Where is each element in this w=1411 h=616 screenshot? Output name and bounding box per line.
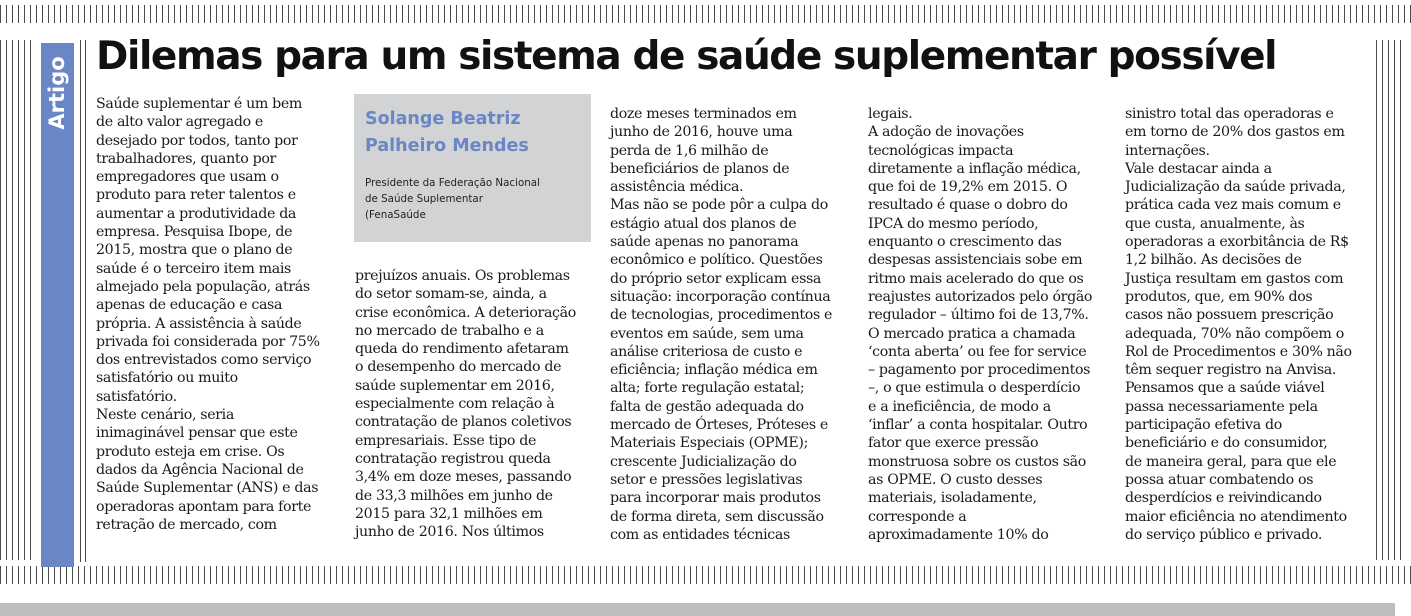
article-text-line: aumentar a produtividade da (96, 205, 297, 222)
article-text-line: Justiça resultam em gastos com (1125, 270, 1344, 287)
article-text-line: dos entrevistados como serviço (96, 352, 312, 369)
article-text-line: maior eficiência no atendimento (1125, 508, 1347, 525)
article-text-line: satisfatório. (96, 388, 177, 405)
article-text-line: produto esteja em crise. Os (96, 443, 285, 460)
bottom-decorative-stripes (0, 566, 1411, 584)
article-text-line: estágio atual dos planos de (610, 215, 797, 232)
article-text-line: 2015 para 32,1 milhões em (355, 505, 543, 522)
article-text-line: – pagamento por procedimentos (868, 362, 1091, 379)
article-text-line: contratação registrou queda (355, 450, 551, 467)
author-role (365, 175, 540, 223)
author-role-line: de Saúde Suplementar (365, 193, 483, 205)
article-text-line: operadoras apontam para forte (96, 498, 312, 515)
article-text-line: do próprio setor explicam essa (610, 270, 822, 287)
article-text-line: prática cada vez mais comum e (1125, 197, 1341, 214)
article-text-line: setor e pressões legislativas (610, 471, 803, 488)
article-text-line: empregadores que usam o (96, 169, 279, 186)
article-text-line: em torno de 20% dos gastos em (1125, 124, 1345, 141)
right-decorative-stripes (1376, 40, 1406, 560)
article-text-line: participação efetiva do (1125, 417, 1282, 434)
article-text-line: de maneira geral, para que ele (1125, 453, 1337, 470)
article-column-1 (96, 95, 320, 534)
article-text-line: crescente Judicialização do (610, 453, 797, 470)
article-text-line: situação: incorporação contínua (610, 288, 831, 305)
article-text-line: que custa, anualmente, às (1125, 215, 1305, 232)
article-text-line: assistência médica. (610, 179, 744, 196)
article-text-line: produtos, que, em 90% dos (1125, 288, 1313, 305)
section-tab (41, 43, 74, 567)
article-text-line: fator que exerce pressão (868, 435, 1039, 452)
article-text-line: passa necessariamente pela (1125, 398, 1318, 415)
article-text-line: legais. (868, 106, 913, 122)
article-text-line: produto para reter talentos e (96, 187, 296, 204)
article-text-line: materiais, isoladamente, (868, 490, 1037, 507)
article-text-line: Pensamos que a saúde viável (1125, 380, 1325, 397)
article-text-line: especialmente com relação à (355, 396, 555, 413)
article-text-line: Rol de Procedimentos e 30% não (1125, 343, 1352, 360)
article-text-line: e a ineficiência, de modo a (868, 398, 1051, 415)
footer-gray-bar (0, 603, 1395, 616)
article-column-2 (355, 267, 576, 541)
article-text-line: apenas de educação e casa (96, 297, 283, 314)
article-text-line: eventos em saúde, sem uma (610, 325, 804, 342)
article-text-line: adequada, 70% não compõem o (1125, 325, 1344, 342)
article-text-line: enquanto o crescimento das (868, 234, 1062, 251)
article-text-line: sinistro total das operadoras e (1125, 106, 1334, 122)
article-text-line: desejado por todos, tanto por (96, 132, 298, 149)
article-text-line: aproximadamente 10% do (868, 526, 1049, 543)
article-text-line: eficiência; inflação médica em (610, 362, 818, 379)
article-text-line: Saúde Suplementar (ANS) e das (96, 480, 319, 497)
article-text-line: as OPME. O custo desses (868, 471, 1043, 488)
article-text-line: Vale destacar ainda a (1125, 160, 1272, 177)
article-text-line: de forma direta, sem discussão (610, 508, 824, 525)
article-text-line: Neste cenário, seria (96, 407, 234, 424)
article-text-line: O mercado pratica a chamada (868, 325, 1076, 342)
article-text-line: contratação de planos coletivos (355, 414, 572, 431)
article-column-5 (1125, 105, 1352, 544)
article-text-line: do setor somam-se, ainda, a (355, 286, 547, 303)
article-text-line: têm sequer registro na Anvisa. (1125, 362, 1337, 379)
vertical-divider-stripes (80, 40, 90, 562)
author-name (365, 106, 529, 160)
article-text-line: econômico e político. Questões (610, 252, 823, 269)
article-text-line: crise econômica. A deterioração (355, 304, 576, 321)
article-text-line: queda do rendimento afetaram (355, 341, 569, 358)
article-text-line: perda de 1,6 milhão de (610, 142, 769, 159)
article-text-line: corresponde a (868, 508, 967, 525)
article-text-line: casos não possuem prescrição (1125, 307, 1334, 324)
article-text-line: beneficiário e do consumidor, (1125, 435, 1328, 452)
article-text-line: retração de mercado, com (96, 516, 277, 533)
article-text-line: junho de 2016. Nos últimos (355, 524, 544, 541)
article-text-line: –, o que estimula o desperdício (868, 380, 1081, 397)
author-role-line: (FenaSaúde (365, 209, 426, 221)
article-text-line: Mas não se pode pôr a culpa do (610, 197, 828, 214)
article-text-line: de alto valor agregado e (96, 114, 263, 131)
section-tab-label: Artigo (45, 56, 69, 130)
article-text-line: análise criteriosa de custo e (610, 343, 803, 360)
article-text-line: ‘inflar’ a conta hospitalar. Outro (868, 417, 1088, 434)
article-text-line: diretamente a inflação médica, (868, 160, 1081, 177)
article-column-3 (610, 105, 832, 544)
article-text-line: prejuízos anuais. Os problemas (355, 268, 570, 284)
article-text-line: 2015, mostra que o plano de (96, 242, 293, 259)
article-text-line: monstruosa sobre os custos são (868, 453, 1086, 470)
article-text-line: empresariais. Esse tipo de (355, 432, 537, 449)
article-text-line: doze meses terminados em (610, 106, 797, 122)
article-text-line: de 33,3 milhões em junho de (355, 487, 553, 504)
article-text-line: A adoção de inovações (868, 124, 1024, 141)
article-text-line: ritmo mais acelerado do que os (868, 270, 1084, 287)
article-text-line: saúde suplementar em 2016, (355, 377, 555, 394)
article-text-line: resultado é quase o dobro do (868, 197, 1068, 214)
article-text-line: privada foi considerada por 75% (96, 333, 320, 350)
left-decorative-stripes (0, 40, 36, 560)
article-text-line: trabalhadores, quanto por (96, 150, 276, 167)
top-decorative-stripes (0, 5, 1411, 23)
article-text-line: desperdícios e reivindicando (1125, 490, 1322, 507)
article-text-line: operadoras a exorbitância de R$ (1125, 234, 1349, 251)
article-text-line: possa atuar combatendo os (1125, 471, 1314, 488)
article-text-line: tecnológicas impacta (868, 142, 1014, 159)
author-box (354, 94, 591, 242)
article-text-line: reajustes autorizados pelo órgão (868, 288, 1093, 305)
article-text-line: falta de gestão adequada do (610, 398, 804, 415)
article-text-line: dados da Agência Nacional de (96, 461, 304, 478)
article-text-line: o desempenho do mercado de (355, 359, 562, 376)
article-text-line: IPCA do mesmo período, (868, 215, 1039, 232)
author-name-line: Palheiro Mendes (365, 136, 529, 156)
article-text-line: alta; forte regulação estatal; (610, 380, 805, 397)
article-text-line: Materiais Especiais (OPME); (610, 435, 809, 452)
article-text-line: do serviço público e privado. (1125, 526, 1323, 543)
article-text-line: 3,4% em doze meses, passando (355, 469, 572, 486)
article-text-line: Judicialização da saúde privada, (1125, 179, 1346, 196)
article-text-line: inimaginável pensar que este (96, 425, 298, 442)
article-text-line: saúde apenas no panorama (610, 234, 799, 251)
article-text-line: junho de 2016, houve uma (610, 124, 793, 141)
article-text-line: satisfatório ou muito (96, 370, 238, 387)
article-text-line: no mercado de trabalho e a (355, 322, 544, 339)
article-text-line: para incorporar mais produtos (610, 490, 821, 507)
article-text-line: despesas assistenciais sobe em (868, 252, 1083, 269)
article-text-line: regulador – último foi de 13,7%. (868, 307, 1089, 324)
article-text-line: almejado pela população, atrás (96, 278, 310, 295)
article-text-line: 1,2 bilhão. As decisões de (1125, 252, 1302, 269)
article-text-line: saúde é o terceiro item mais (96, 260, 291, 277)
article-column-4 (868, 105, 1092, 544)
article-text-line: de tecnologias, procedimentos e (610, 307, 833, 324)
article-text-line: que foi de 19,2% em 2015. O (868, 179, 1068, 196)
article-text-line: mercado de Órteses, Próteses e (610, 417, 828, 434)
article-text-line: própria. A assistência à saúde (96, 315, 302, 332)
article-text-line: Saúde suplementar é um bem (96, 96, 303, 112)
article-title: Dilemas para um sistema de saúde suplementar possível (96, 34, 1277, 79)
article-text-line: beneficiários de planos de (610, 160, 790, 177)
article-text-line: ‘conta aberta’ ou fee for service (868, 343, 1087, 360)
article-text-line: com as entidades técnicas (610, 526, 790, 543)
article-text-line: empresa. Pesquisa Ibope, de (96, 224, 293, 241)
author-name-line: Solange Beatriz (365, 109, 521, 129)
author-role-line: Presidente da Federação Nacional (365, 177, 540, 189)
article-text-line: internações. (1125, 142, 1210, 159)
